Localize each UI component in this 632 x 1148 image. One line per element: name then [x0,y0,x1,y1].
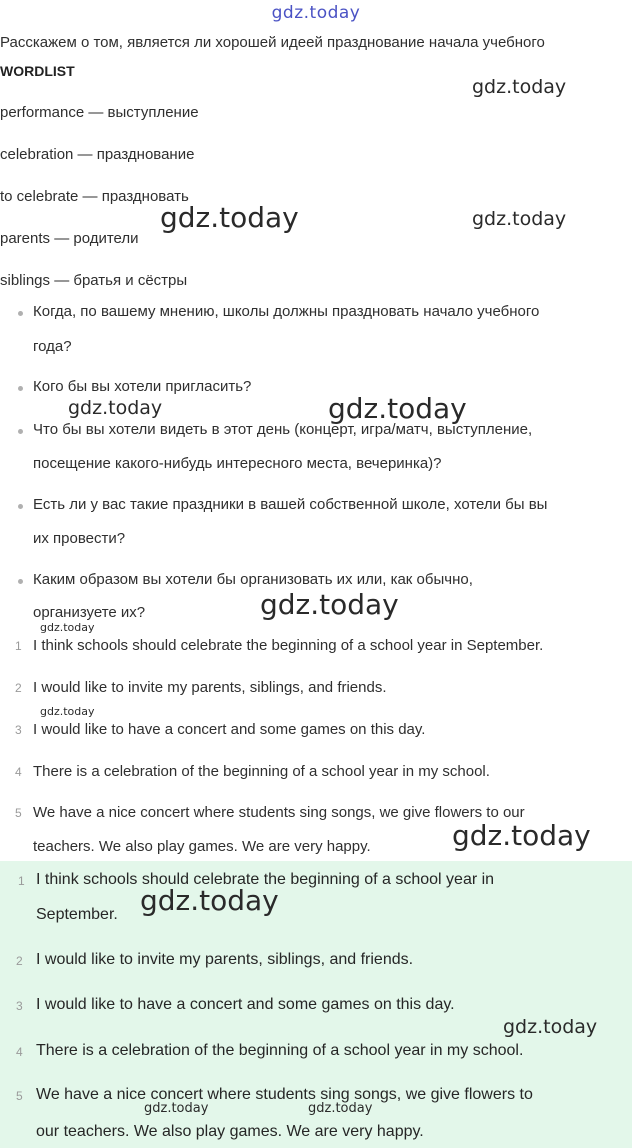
intro-text: Расскажем о том, является ли хорошей идеей празднование начала учебного [0,34,545,51]
answer-line: I would like to have a concert and some games on this day. [33,721,426,738]
answer-line: teachers. We also play games. We are very happy. [33,838,371,855]
watermark: gdz.today [472,208,567,230]
bullet-icon [18,429,23,434]
answer-line: our teachers. We also play games. We are very happy. [36,1123,424,1140]
watermark: gdz.today [140,884,279,917]
answer-number: 1 [15,639,22,653]
watermark: gdz.today [40,705,95,718]
answer-number: 4 [15,765,22,779]
answer-number: 4 [16,1045,23,1059]
answer-number: 3 [16,999,23,1013]
answer-line: I think schools should celebrate the beginning of a school year in September. [33,637,544,654]
question-line: Каким образом вы хотели бы организовать их или, как обычно, [33,571,473,588]
answer-line: We have a nice concert where students sing songs, we give flowers to our [33,804,525,821]
answer-number: 5 [15,806,22,820]
bullet-icon [18,504,23,509]
answer-line: I would like to have a concert and some games on this day. [36,996,455,1013]
watermark: gdz.today [68,397,163,419]
site-logo: gdz.today [271,3,361,23]
question-line: их провести? [33,530,126,547]
answer-line: I think schools should celebrate the beginning of a school year in [36,871,495,888]
wordlist-item: parents — родители [0,230,139,247]
answer-line: There is a celebration of the beginning of a school year in my school. [36,1042,524,1059]
answer-number: 1 [18,874,25,888]
answer-number: 5 [16,1089,23,1103]
answer-line: I would like to invite my parents, siblings, and friends. [36,951,414,968]
question-line: года? [33,338,72,355]
watermark: gdz.today [160,201,299,234]
watermark: gdz.today [328,392,467,425]
answer-number: 3 [15,723,22,737]
question-line: Кого бы вы хотели пригласить? [33,378,252,395]
wordlist-item: to celebrate — праздновать [0,188,189,205]
watermark: gdz.today [40,621,95,634]
watermark: gdz.today [472,76,567,98]
bullet-icon [18,311,23,316]
wordlist-item: celebration — празднование [0,146,195,163]
wordlist-item: siblings — братья и сёстры [0,272,188,289]
wordlist-heading: WORDLIST [0,63,75,79]
question-line: Когда, по вашему мнению, школы должны праздновать начало учебного [33,303,540,320]
wordlist-item: performance — выступление [0,104,199,121]
bullet-icon [18,386,23,391]
answer-line: September. [36,906,118,923]
answer-number: 2 [15,681,22,695]
answer-line: We have a nice concert where students sing songs, we give flowers to [36,1086,533,1103]
answer-number: 2 [16,954,23,968]
watermark: gdz.today [308,1101,373,1116]
answer-line: There is a celebration of the beginning of a school year in my school. [33,763,490,780]
question-line: Что бы вы хотели видеть в этот день (концерт, игра/матч, выступление, [33,421,533,438]
bullet-icon [18,579,23,584]
question-line: организуете их? [33,604,146,621]
watermark: gdz.today [260,588,399,621]
question-line: посещение какого-нибудь интересного места, вечеринка)? [33,455,442,472]
watermark: gdz.today [452,819,591,852]
question-line: Есть ли у вас такие праздники в вашей собственной школе, хотели бы вы [33,496,548,513]
watermark: gdz.today [503,1016,598,1038]
answer-line: I would like to invite my parents, siblings, and friends. [33,679,387,696]
watermark: gdz.today [144,1101,209,1116]
